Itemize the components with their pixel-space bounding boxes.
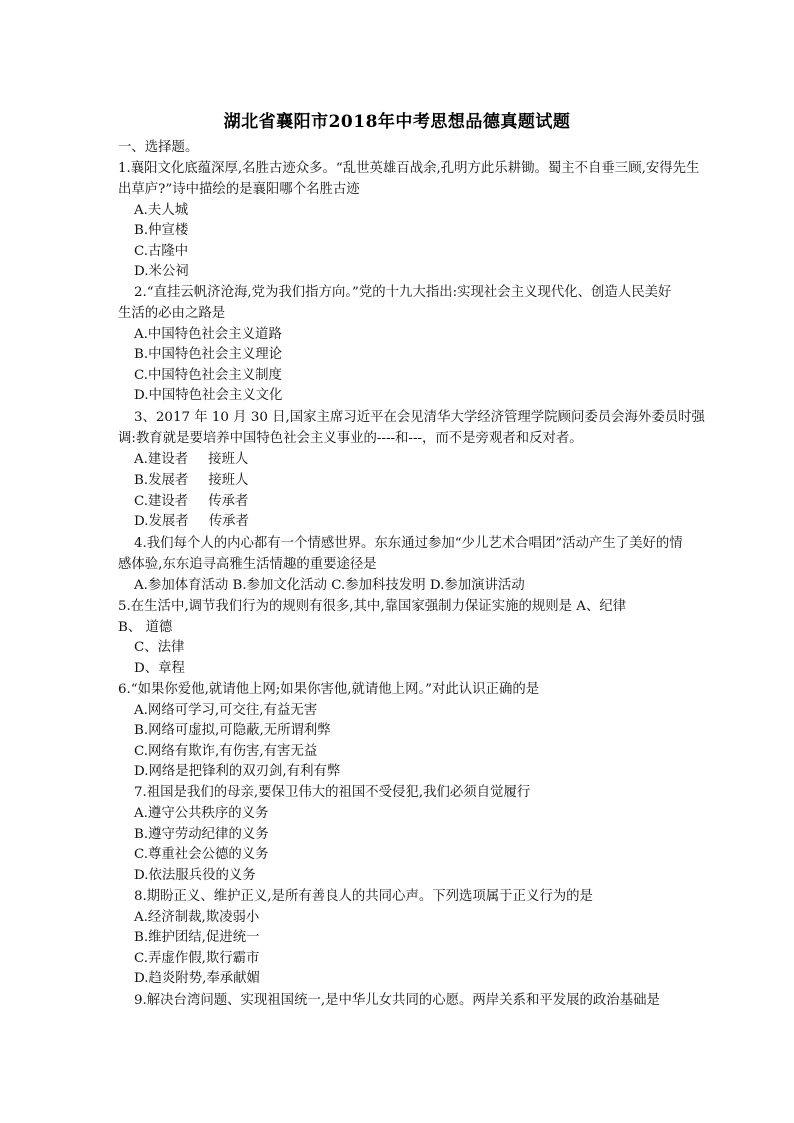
question-1-option-b: B.仲宣楼 bbox=[134, 223, 189, 238]
question-9-line-1: 9.解决台湾问题、实现祖国统一,是中华儿女共同的心愿。两岸关系和平发展的政治基础是 bbox=[134, 993, 660, 1008]
question-3-option-c bbox=[134, 492, 248, 512]
question-4-line-2: 感体验,东东追寻高雅生活情趣的重要途径是 bbox=[118, 557, 377, 572]
option-c-second: 传承者 bbox=[208, 494, 249, 509]
question-1-option-d: D.米公祠 bbox=[134, 264, 189, 279]
option-a-first: A.建设者 bbox=[134, 452, 189, 467]
question-6-option-d: D.网络是把锋利的双刃剑,有利有弊 bbox=[134, 764, 341, 779]
question-2-option-b: B.中国特色社会主义理论 bbox=[134, 347, 283, 362]
question-7-option-c: C.尊重社会公德的义务 bbox=[134, 847, 269, 862]
question-3-option-b bbox=[134, 471, 248, 491]
question-2-line-1: 2.“直挂云帆济沧海,党为我们指方向。”党的十九大指出:实现社会主义现代化、创造人民美好 bbox=[134, 285, 672, 300]
question-2-line-2: 生活的必由之路是 bbox=[118, 306, 226, 321]
option-c-first: C.建设者 bbox=[134, 494, 189, 509]
question-6-option-b: B.网络可虚拟,可隐蔽,无所谓利弊 bbox=[134, 723, 331, 738]
question-3-option-d bbox=[134, 512, 249, 532]
question-5-option-d: D、章程 bbox=[134, 661, 185, 676]
question-7-option-a: A.遵守公共秩序的义务 bbox=[134, 806, 269, 821]
question-8-option-c: C.弄虚作假,欺行霸市 bbox=[134, 951, 260, 966]
question-1-line-1: 1.襄阳文化底蕴深厚,名胜古迹众多。“乱世英雄百战余,孔明方此乐耕锄。蜀主不自垂三顾,安得先生 bbox=[118, 161, 700, 176]
option-d-second: 传承者 bbox=[208, 514, 249, 529]
question-4-options: A.参加体育活动 B.参加文化活动 C.参加科技发明 D.参加演讲活动 bbox=[134, 578, 525, 593]
option-b-first: B.发展者 bbox=[134, 473, 189, 488]
question-8-option-b: B.维护团结,促进统一 bbox=[134, 930, 260, 945]
question-1-option-a: A.夫人城 bbox=[134, 203, 189, 218]
question-2-option-a: A.中国特色社会主义道路 bbox=[134, 327, 282, 342]
option-b-second: 接班人 bbox=[208, 473, 249, 488]
question-5-line-1: 5.在生活中,调节我们行为的规则有很多,其中,靠国家强制力保证实施的规则是 A、纪律 bbox=[118, 599, 627, 614]
page-title: 湖北省襄阳市2018年中考思想品德真题试题 bbox=[223, 112, 571, 132]
option-d-first: D.发展者 bbox=[134, 514, 189, 529]
question-3-line-2: 调:教育就是要培养中国特色社会主义事业的----和---，而不是旁观者和反对者。 bbox=[118, 431, 583, 446]
question-2-option-d: D.中国特色社会主义文化 bbox=[134, 388, 283, 403]
section-heading: 一、选择题。 bbox=[118, 140, 199, 155]
question-3-option-a bbox=[134, 450, 248, 470]
question-6-line-1: 6.“如果你爱他,就请他上网;如果你害他,就请他上网。”对此认识正确的是 bbox=[118, 682, 540, 697]
question-5-option-c: C、法律 bbox=[134, 640, 185, 655]
question-1-option-c: C.古隆中 bbox=[134, 244, 189, 259]
question-8-line-1: 8.期盼正义、维护正义,是所有善良人的共同心声。下列选项属于正义行为的是 bbox=[134, 889, 593, 904]
question-2-option-c: C.中国特色社会主义制度 bbox=[134, 368, 282, 383]
question-4-line-1: 4.我们每个人的内心都有一个情感世界。东东通过参加“少儿艺术合唱团”活动产生了美好的情 bbox=[134, 536, 683, 551]
question-7-option-d: D.依法服兵役的义务 bbox=[134, 868, 256, 883]
question-8-option-a: A.经济制裁,欺凌弱小 bbox=[134, 910, 260, 925]
question-6-option-c: C.网络有欺诈,有伤害,有害无益 bbox=[134, 744, 318, 759]
question-6-option-a: A.网络可学习,可交往,有益无害 bbox=[134, 703, 318, 718]
question-1-line-2: 出草庐?”诗中描绘的是襄阳哪个名胜古迹 bbox=[118, 182, 360, 197]
option-a-second: 接班人 bbox=[208, 452, 249, 467]
question-3-line-1: 3、2017 年 10 月 30 日,国家主席习近平在会见清华大学经济管理学院顾问委员会海外委员时强 bbox=[134, 410, 705, 425]
question-7-line-1: 7.祖国是我们的母亲,要保卫伟大的祖国不受侵犯,我们必须自觉履行 bbox=[134, 785, 531, 800]
question-8-option-d: D.趋炎附势,奉承献媚 bbox=[134, 971, 260, 986]
question-7-option-b: B.遵守劳动纪律的义务 bbox=[134, 827, 269, 842]
question-5-option-b: B、 道德 bbox=[118, 620, 173, 635]
